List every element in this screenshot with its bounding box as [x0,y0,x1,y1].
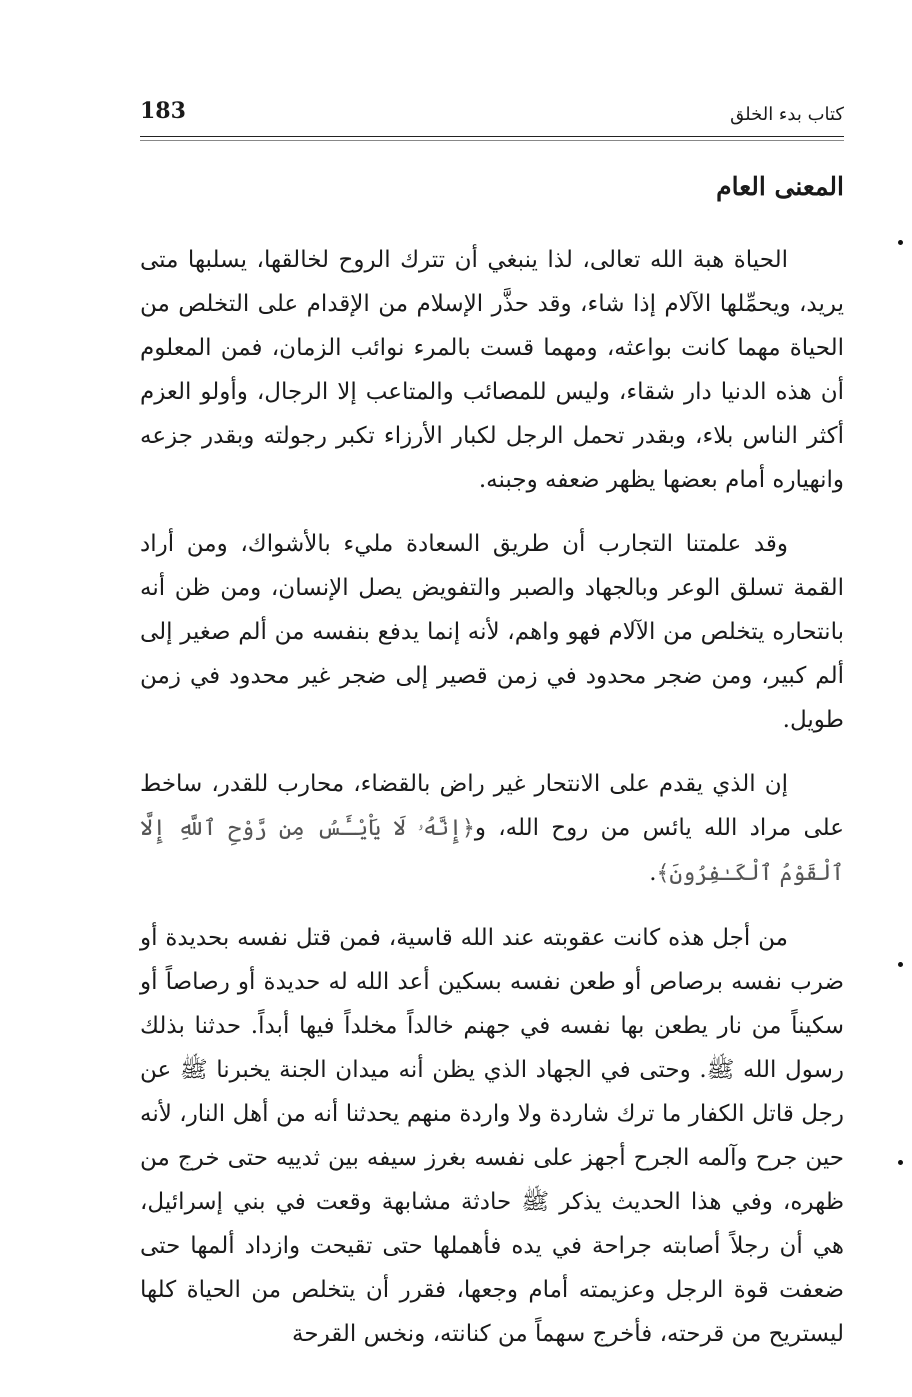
book-title: كتاب بدء الخلق [730,104,844,125]
paragraph-1: الحياة هبة الله تعالى، لذا ينبغي أن تترك الروح لخالقها، يسلبها متى يريد، ويحمِّلها الآلام إذا شاء، وقد حذَّر الإسلام من الإقدام على التخلص من الحياة مهما كانت بواعثه، ومهما قست بالمرء نوائب الزمان، فمن المعلوم أن هذه الدنيا دار شقاء، وليس للمصائب والمتاعب إلا الرجال، وأولو العزم أكثر الناس بلاء، وبقدر تحمل الرجل لكبار الأرزاء تكبر رجولته وبقدر جزعه وانهياره أمام بعضها يظهر ضعفه وجبنه. [140,247,844,493]
page-number: 183 [140,98,186,124]
quran-verse: ﴿إِنَّهُۥ لَا يَاْيْـَٔسُ مِن رَّوْحِ ٱللَّهِ إِلَّا ٱلْقَوْمُ ٱلْكَـٰفِرُونَ﴾ [140,816,844,886]
paragraph-3-end: . [649,860,657,886]
margin-mark [898,240,903,245]
body-text [140,238,844,1376]
page-header [140,96,844,137]
margin-mark [898,1160,903,1165]
paragraph-3 [140,762,844,896]
paragraph-3-text: إن الذي يقدم على الانتحار غير راض بالقضاء، محارب للقدر، ساخط على مراد الله يائس من روح الله، و [140,771,844,841]
section-title: المعنى العام [716,172,844,201]
paragraph-4: من أجل هذه كانت عقوبته عند الله قاسية، فمن قتل نفسه بحديدة أو ضرب نفسه برصاص أو طعن نفسه بسكين أعد الله له حديدة أو رصاصاً أو سكيناً من نار يطعن بها نفسه في جهنم خالداً مخلداً فيها أبداً. حدثنا بذلك رسول الله ﷺ. وحتى في الجهاد الذي يظن أنه ميدان الجنة يخبرنا ﷺ عن رجل قاتل الكفار ما ترك شاردة ولا واردة منهم يحدثنا أنه من أهل النار، لأنه حين جرح وآلمه الجرح أجهز على نفسه بغرز سيفه بين ثدييه حتى خرج من ظهره، وفي هذا الحديث يذكر ﷺ حادثة مشابهة وقعت في بني إسرائيل، هي أن رجلاً أصابته جراحة في يده فأهملها حتى تقيحت وازداد ألمها حتى ضعفت قوة الرجل وعزيمته أمام وجعها، فقرر أن يتخلص من الحياة كلها ليستريح من قرحته، فأخرج سهماً من كنانته، ونخس القرحة [140,925,844,1347]
margin-mark [898,962,903,967]
paragraph-2: وقد علمتنا التجارب أن طريق السعادة مليء بالأشواك، ومن أراد القمة تسلق الوعر وبالجهاد والصبر والتفويض يصل الإنسان، ومن ظن أنه بانتحاره يتخلص من الآلام فهو واهم، لأنه إنما يدفع بنفسه من ألم صغير إلى ألم كبير، ومن ضجر محدود في زمن قصير إلى ضجر غير محدود في زمن طويل. [140,531,844,733]
